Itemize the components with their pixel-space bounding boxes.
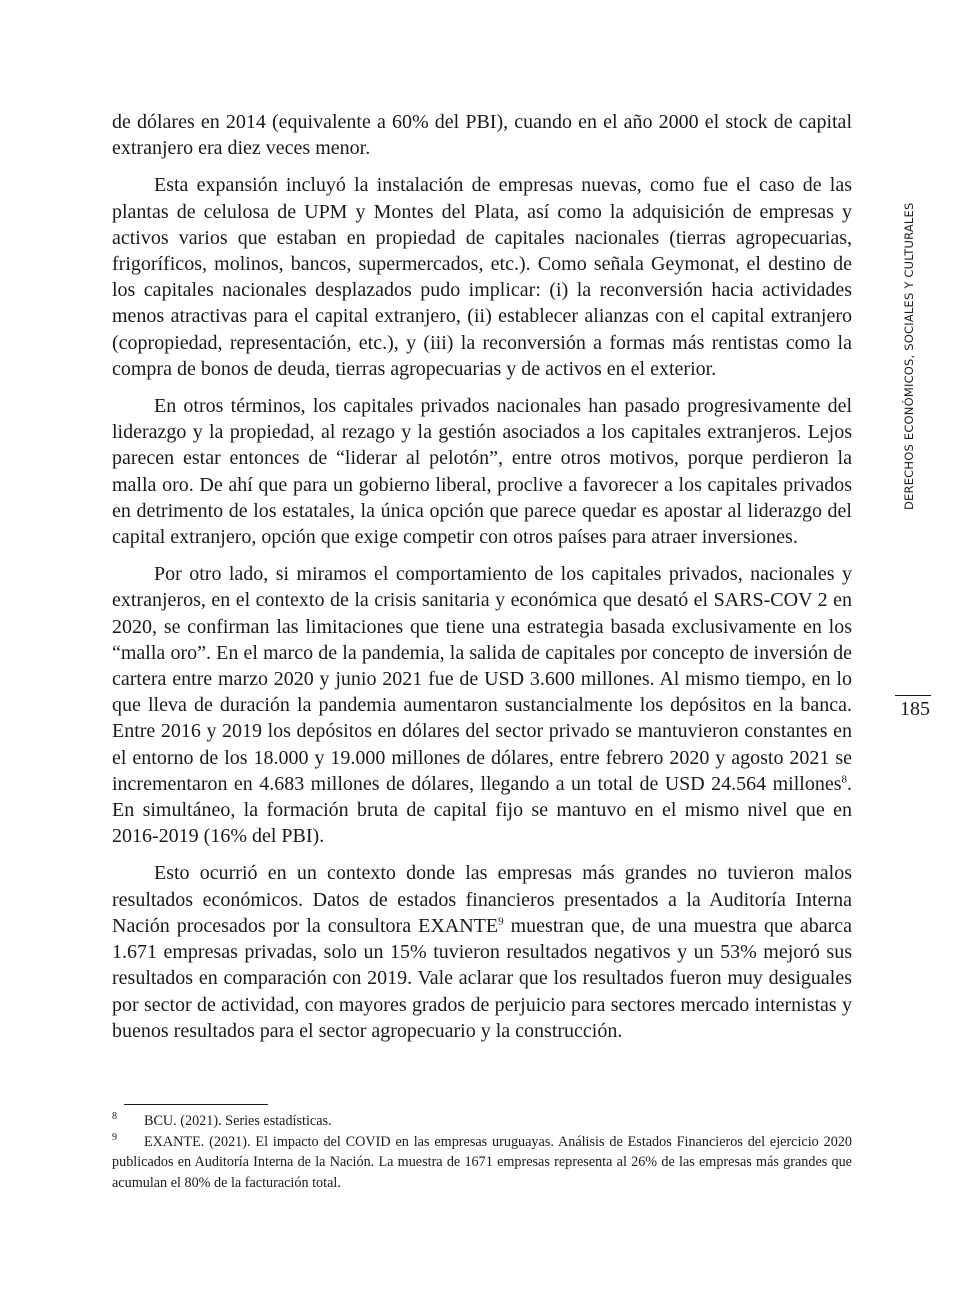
- footnotes: [112, 1111, 852, 1193]
- footnote-ref-9: 9: [498, 915, 504, 928]
- footnote-8: 8 BCU. (2021). Series estadísticas.: [112, 1111, 332, 1129]
- paragraph-1: de dólares en 2014 (equivalente a 60% del PBI), cuando en el año 2000 el stock de capital extranjero era diez veces menor.: [112, 111, 852, 160]
- footnote-divider: [124, 1104, 268, 1105]
- paragraph-3: En otros términos, los capitales privados nacionales han pasado progresivamente del liderazgo y la propiedad, al rezago y la gestión asociados a los capitales extranjeros. Lejos parecen estar entonces de “liderar al pelotón”, entre otros motivos, porque perdieron la malla oro. De ahí que para un gobierno liberal, proclive a favorecer a los capitales privados en detrimento de los estatales, la única opción que parece quedar es apostar al liderazgo del capital extranjero, opción que exige competir con otros países para atraer inversiones.: [112, 395, 852, 549]
- paragraph-4-text-b: . En simultáneo, la formación bruta de capital fijo se mantuvo en el mismo nivel que en 2016-2019 (16% del PBI).: [112, 772, 852, 848]
- paragraph-2: Esta expansión incluyó la instalación de empresas nuevas, como fue el caso de las plantas de celulosa de UPM y Montes del Plata, así como la adquisición de empresas y activos varios que estaban en propiedad de capitales nacionales (tierras agropecuarias, frigoríficos, molinos, bancos, supermercados, etc.). Como señala Geymonat, el destino de los capitales nacionales desplazados pudo implicar: (i) la reconversión hacia actividades menos atractivas para el capital extranjero, (ii) establecer alianzas con el capital extranjero (copropiedad, representación, etc.), y (iii) la reconversión a formas más rentistas como la compra de bonos de deuda, tierras agropecuarias y de activos en el exterior.: [112, 174, 852, 380]
- footnote-text: EXANTE. (2021). El impacto del COVID en las empresas uruguayas. Análisis de Estados Financieros del ejercicio 2020 publicados en Auditoría Interna de la Nación. La muestra de 1671 empresas representa al 26% de las empresas más grandes que acumulan el 80% de la facturación total.: [112, 1133, 852, 1191]
- section-side-label: DERECHOS ECONÓMICOS, SOCIALES Y CULTURALES: [902, 202, 916, 510]
- paragraph-5-text-b: muestran que, de una muestra que abarca 1.671 empresas privadas, solo un 15% tuvieron resultados negativos y un 53% mejoró sus resultados en comparación con 2019. Vale aclarar que los resultados fueron muy desiguales por sector de actividad, con mayores grados de perjuicio para sectores mercado internistas y buenos resultados para el sector agropecuario y la construcción.: [112, 914, 853, 1042]
- footnote-text: BCU. (2021). Series estadísticas.: [144, 1113, 332, 1129]
- paragraph-4: [112, 561, 852, 849]
- paragraph-4-text-a: Por otro lado, si miramos el comportamiento de los capitales privados, nacionales y extranjeros, en el contexto de la crisis sanitaria y económica que desató el SARS-COV 2 en 2020, se confirman las limitaciones que tiene una estrategia basada exclusivamente en los “malla oro”. En el marco de la pandemia, la salida de capitales por concepto de inversión de cartera entre marzo 2020 y junio 2021 fue de USD 3.600 millones. Al mismo tiempo, en lo que lleva de duración la pandemia aumentaron sustancialmente los depósitos en la banca. Entre 2016 y 2019 los depósitos en dólares del sector privado se mantuvieron constantes en el entorno de los 18.000 y 19.000 millones de dólares, entre febrero 2020 y agosto 2021 se incrementaron en 4.683 millones de dólares, llegando a un total de USD 24.564 millones: [112, 563, 852, 795]
- paragraph-5-text-a: Esto ocurrió en un contexto donde las empresas más grandes no tuvieron malos resultados económicos. Datos de estados financieros presentados a la Auditoría Interna Nación procesados por la consultora EXANTE: [112, 862, 852, 937]
- paragraph-5: [112, 860, 852, 1043]
- body-text: [112, 109, 852, 1055]
- footnote-ref-8: 8: [841, 773, 847, 786]
- footnote-9: 9 EXANTE. (2021). El impacto del COVID en las empresas uruguayas. Análisis de Estados Financieros del ejercicio 2020 publicados en Auditoría Interna de la Nación. La muestra de 1671 empresas representa al 26% de las empresas más grandes que acumulan el 80% de la facturación total.: [112, 1131, 852, 1191]
- page-number-rule: [895, 695, 931, 696]
- page-number: 185: [900, 698, 930, 720]
